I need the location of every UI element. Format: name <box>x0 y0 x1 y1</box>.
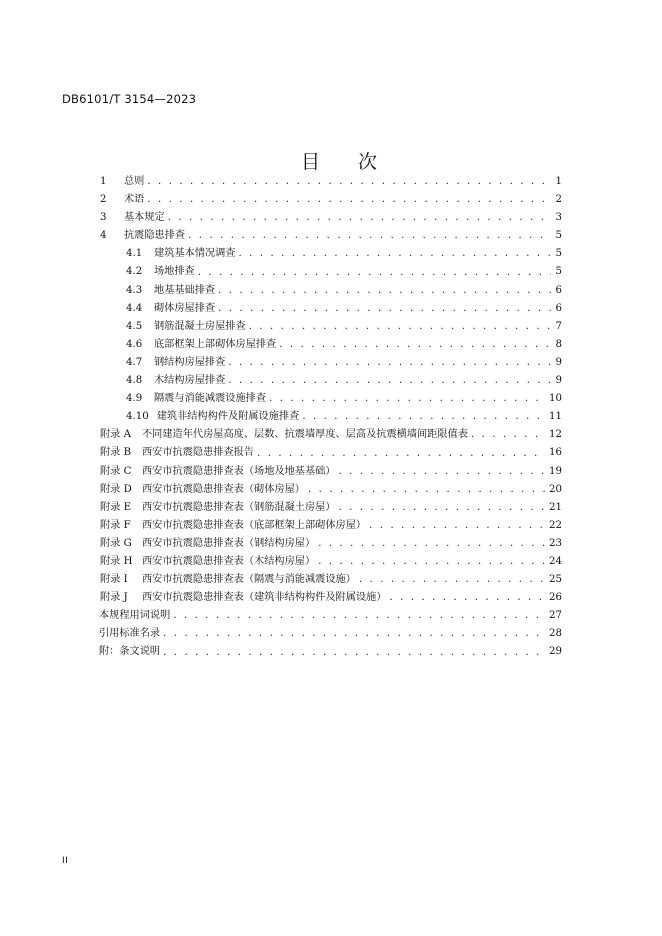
toc-leader-dots <box>279 336 551 354</box>
toc-entry-label: 西安市抗震隐患排查表（底部框架上部砌体房屋） <box>142 519 367 531</box>
toc-leader-dots <box>359 571 546 589</box>
toc-entry[interactable] <box>100 444 562 462</box>
toc-entry[interactable] <box>100 571 562 589</box>
toc-leader-dots <box>308 481 546 499</box>
toc-entry-number: 4.10 <box>126 411 149 423</box>
toc-entry-label: 引用标准名录 <box>99 628 161 640</box>
toc-entry[interactable] <box>100 209 562 227</box>
toc-leader-dots <box>147 173 551 191</box>
toc-entry[interactable] <box>100 408 562 426</box>
toc-entry-page: 12 <box>549 429 562 441</box>
toc-leader-dots <box>198 264 551 282</box>
toc-entry[interactable] <box>100 173 562 191</box>
toc-entry-number: 附录 J <box>100 592 128 604</box>
toc-leader-dots <box>228 372 551 390</box>
toc-entry[interactable] <box>100 463 562 481</box>
toc-entry-label: 西安市抗震隐患排查表（建筑非结构构件及附属设施） <box>142 592 387 604</box>
toc-entry-number: 4.4 <box>126 302 143 314</box>
toc-entry-label: 西安市抗震隐患排查表（钢筋混凝土房屋） <box>142 501 336 513</box>
toc-entry-page: 29 <box>549 646 562 658</box>
toc-leader-dots <box>163 644 546 662</box>
toc-entry-number: 附录 E <box>100 501 132 513</box>
toc-entry-label: 隔震与消能减震设施排查 <box>154 393 267 405</box>
toc-entry-page: 10 <box>549 393 562 405</box>
toc-entry-label: 附：条文说明 <box>99 646 161 658</box>
toc-entry-label: 木结构房屋排查 <box>154 375 226 387</box>
toc-entry[interactable] <box>100 499 562 517</box>
toc-entry[interactable] <box>99 643 562 661</box>
table-of-contents <box>100 173 562 662</box>
toc-entry[interactable] <box>100 426 562 444</box>
toc-entry[interactable] <box>100 318 562 336</box>
toc-leader-dots <box>339 463 546 481</box>
toc-entry-number: 4.3 <box>126 284 143 296</box>
toc-entry[interactable] <box>100 336 562 354</box>
toc-leader-dots <box>163 625 546 643</box>
toc-entry-page: 7 <box>555 320 562 332</box>
toc-entry-number: 2 <box>100 194 107 206</box>
toc-entry[interactable] <box>100 390 562 408</box>
toc-entry-page: 11 <box>549 411 562 423</box>
document-code: DB6101/T 3154—2023 <box>62 92 197 106</box>
toc-entry-page: 5 <box>555 266 562 278</box>
toc-leader-dots <box>239 245 552 263</box>
toc-entry[interactable] <box>100 354 562 372</box>
toc-entry-number: 附录 H <box>100 555 133 567</box>
toc-entry[interactable] <box>99 625 562 643</box>
toc-leader-dots <box>168 209 551 227</box>
toc-entry[interactable] <box>100 535 562 553</box>
toc-leader-dots <box>269 390 546 408</box>
toc-entry[interactable] <box>100 589 562 607</box>
toc-entry-label: 本规程用词说明 <box>99 610 171 622</box>
toc-entry[interactable] <box>100 372 562 390</box>
toc-leader-dots <box>302 408 546 426</box>
toc-leader-dots <box>318 553 546 571</box>
toc-entry-number: 4.9 <box>126 393 143 405</box>
toc-entry[interactable] <box>100 553 562 571</box>
toc-entry-page: 5 <box>555 248 562 260</box>
toc-entry-page: 8 <box>555 338 562 350</box>
toc-entry-number: 4.8 <box>126 375 143 387</box>
toc-entry-page: 20 <box>549 483 562 495</box>
toc-entry[interactable] <box>100 282 562 300</box>
toc-entry-page: 19 <box>549 465 562 477</box>
toc-entry-page: 24 <box>549 555 562 567</box>
toc-entry-label: 西安市抗震隐患排查表（砌体房屋） <box>142 483 305 495</box>
toc-entry-label: 西安市抗震隐患排查表（木结构房屋） <box>142 555 316 567</box>
toc-entry[interactable] <box>100 481 562 499</box>
toc-entry[interactable] <box>100 227 562 245</box>
toc-entry-page: 26 <box>549 592 562 604</box>
toc-entry-number: 附录 B <box>100 447 132 459</box>
toc-entry-number: 4.5 <box>126 320 143 332</box>
toc-leader-dots <box>249 318 551 336</box>
toc-entry-label: 钢筋混凝土房屋排查 <box>154 320 246 332</box>
toc-entry-label: 建筑基本情况调查 <box>154 248 236 260</box>
toc-entry-page: 21 <box>549 501 562 513</box>
toc-leader-dots <box>173 607 546 625</box>
toc-entry-page: 3 <box>555 212 562 224</box>
toc-entry-label: 抗震隐患排查 <box>124 230 186 242</box>
toc-entry-page: 28 <box>549 628 562 640</box>
toc-entry-page: 16 <box>549 447 562 459</box>
toc-leader-dots <box>471 426 546 444</box>
toc-entry-page: 9 <box>555 356 562 368</box>
toc-entry-page: 23 <box>549 537 562 549</box>
toc-entry-number: 附录 F <box>100 519 131 531</box>
toc-leader-dots <box>390 589 547 607</box>
toc-entry-number: 4 <box>100 230 107 242</box>
toc-entry-page: 2 <box>555 194 562 206</box>
toc-entry-label: 西安市抗震隐患排查表（场地及地基基础） <box>142 465 336 477</box>
toc-entry-number: 4.1 <box>126 248 143 260</box>
toc-entry[interactable] <box>100 300 562 318</box>
toc-entry-page: 27 <box>549 610 562 622</box>
toc-leader-dots <box>318 535 546 553</box>
toc-entry-label: 基本规定 <box>124 212 165 224</box>
toc-entry[interactable] <box>100 517 562 535</box>
toc-entry-number: 4.2 <box>126 266 143 278</box>
toc-entry-number: 1 <box>100 176 107 187</box>
toc-entry-label: 场地排查 <box>154 266 195 278</box>
toc-leader-dots <box>257 445 546 463</box>
toc-entry-page: 22 <box>549 519 562 531</box>
toc-entry-label: 地基基础排查 <box>154 284 216 296</box>
toc-entry[interactable] <box>99 607 562 625</box>
toc-entry-label: 西安市抗震隐患排查报告 <box>142 447 255 459</box>
toc-entry-label: 底部框架上部砌体房屋排查 <box>154 338 277 350</box>
toc-entry-label: 术语 <box>124 194 145 206</box>
toc-entry-number: 4.7 <box>126 356 143 368</box>
toc-entry-label: 不同建造年代房屋高度、层数、抗震墙厚度、层高及抗震横墙间距限值表 <box>142 429 468 441</box>
toc-entry-label: 西安市抗震隐患排查表（钢结构房屋） <box>142 537 316 549</box>
toc-entry[interactable] <box>100 191 562 209</box>
toc-leader-dots <box>369 517 546 535</box>
toc-entry-page: 25 <box>549 574 562 586</box>
toc-entry-page: 9 <box>555 375 562 387</box>
toc-entry-label: 建筑非结构构件及附属设施排查 <box>156 411 300 423</box>
toc-leader-dots <box>339 499 546 517</box>
toc-entry-page: 6 <box>555 284 562 296</box>
toc-entry-label: 西安市抗震隐患排查表（隔震与消能减震设施） <box>142 574 356 586</box>
toc-entry[interactable] <box>100 245 562 263</box>
toc-leader-dots <box>188 227 551 245</box>
toc-entry-number: 附录 I <box>100 574 128 586</box>
toc-leader-dots <box>218 282 551 300</box>
toc-entry-number: 4.6 <box>126 338 143 350</box>
toc-title: 目 次 <box>300 151 394 173</box>
toc-entry-page: 5 <box>555 230 562 242</box>
footer-page-number: II <box>62 856 69 866</box>
toc-entry-page: 6 <box>555 302 562 314</box>
toc-entry-number: 附录 C <box>100 465 132 477</box>
toc-entry-label: 总则 <box>124 176 145 187</box>
toc-entry-number: 3 <box>100 212 107 224</box>
toc-entry-number: 附录 G <box>100 537 132 549</box>
toc-entry-label: 钢结构房屋排查 <box>154 356 226 368</box>
toc-entry-page: 1 <box>555 176 562 187</box>
toc-entry-number: 附录 D <box>100 483 132 495</box>
toc-leader-dots <box>218 300 551 318</box>
toc-leader-dots <box>147 191 551 209</box>
toc-leader-dots <box>228 354 551 372</box>
toc-entry-number: 附录 A <box>100 429 131 441</box>
toc-entry[interactable] <box>100 263 562 281</box>
toc-entry-label: 砌体房屋排查 <box>154 302 216 314</box>
